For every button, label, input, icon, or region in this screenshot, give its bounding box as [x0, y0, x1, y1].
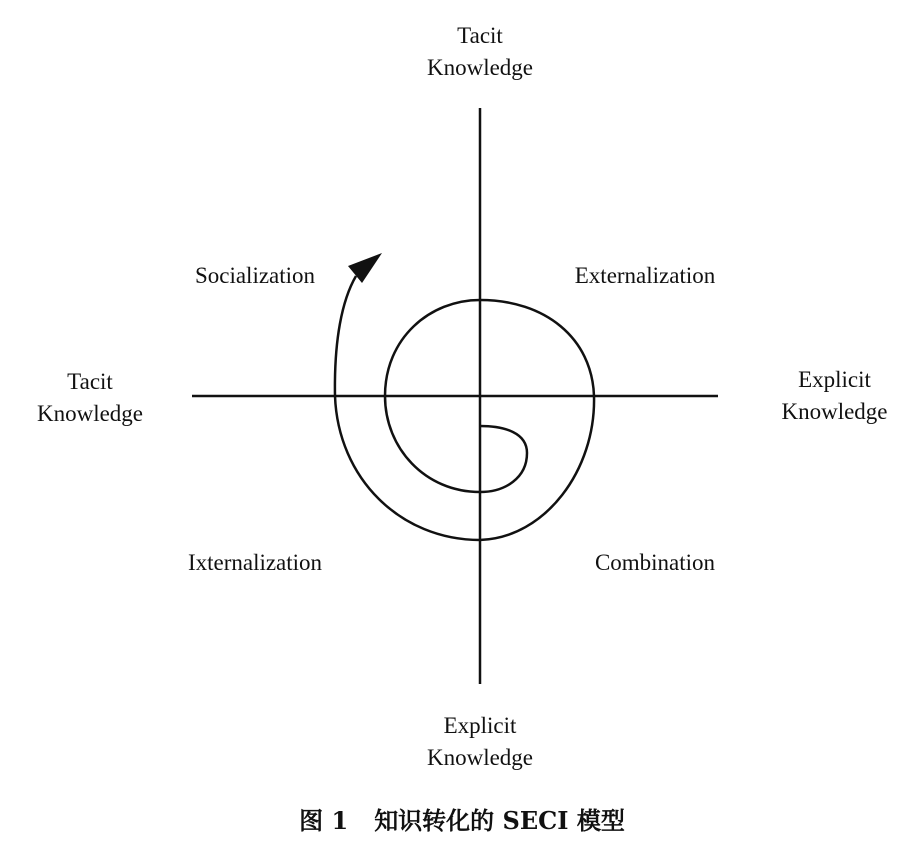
axis-label-top [380, 20, 580, 84]
axis-label-left [0, 366, 180, 430]
axis-bottom-line1: Explicit [443, 713, 517, 738]
externalization-text: Externalization [574, 263, 716, 288]
knowledge-spiral [335, 276, 594, 540]
axis-right-line2: Knowledge [781, 399, 888, 424]
caption-title: 知识转化的 SECI 模型 [374, 806, 625, 835]
axis-left-line2: Knowledge [36, 401, 144, 426]
combination-text: Combination [594, 550, 716, 575]
quadrant-label-socialization [155, 260, 355, 292]
internalization-text: Ixternalization [187, 550, 323, 575]
caption-figure-number: 图 1 [299, 806, 349, 835]
axis-label-right [745, 364, 924, 428]
axis-top-line2: Knowledge [426, 55, 534, 80]
quadrant-label-combination [555, 547, 755, 579]
axis-bottom-line2: Knowledge [426, 745, 534, 770]
quadrant-label-externalization [545, 260, 745, 292]
figure-caption [0, 803, 924, 839]
axis-right-line1: Explicit [798, 367, 871, 392]
axis-label-bottom [380, 710, 580, 774]
axis-top-line1: Tacit [457, 23, 503, 48]
socialization-text: Socialization [194, 263, 316, 288]
quadrant-label-internalization [155, 547, 355, 579]
axis-left-line1: Tacit [67, 369, 113, 394]
